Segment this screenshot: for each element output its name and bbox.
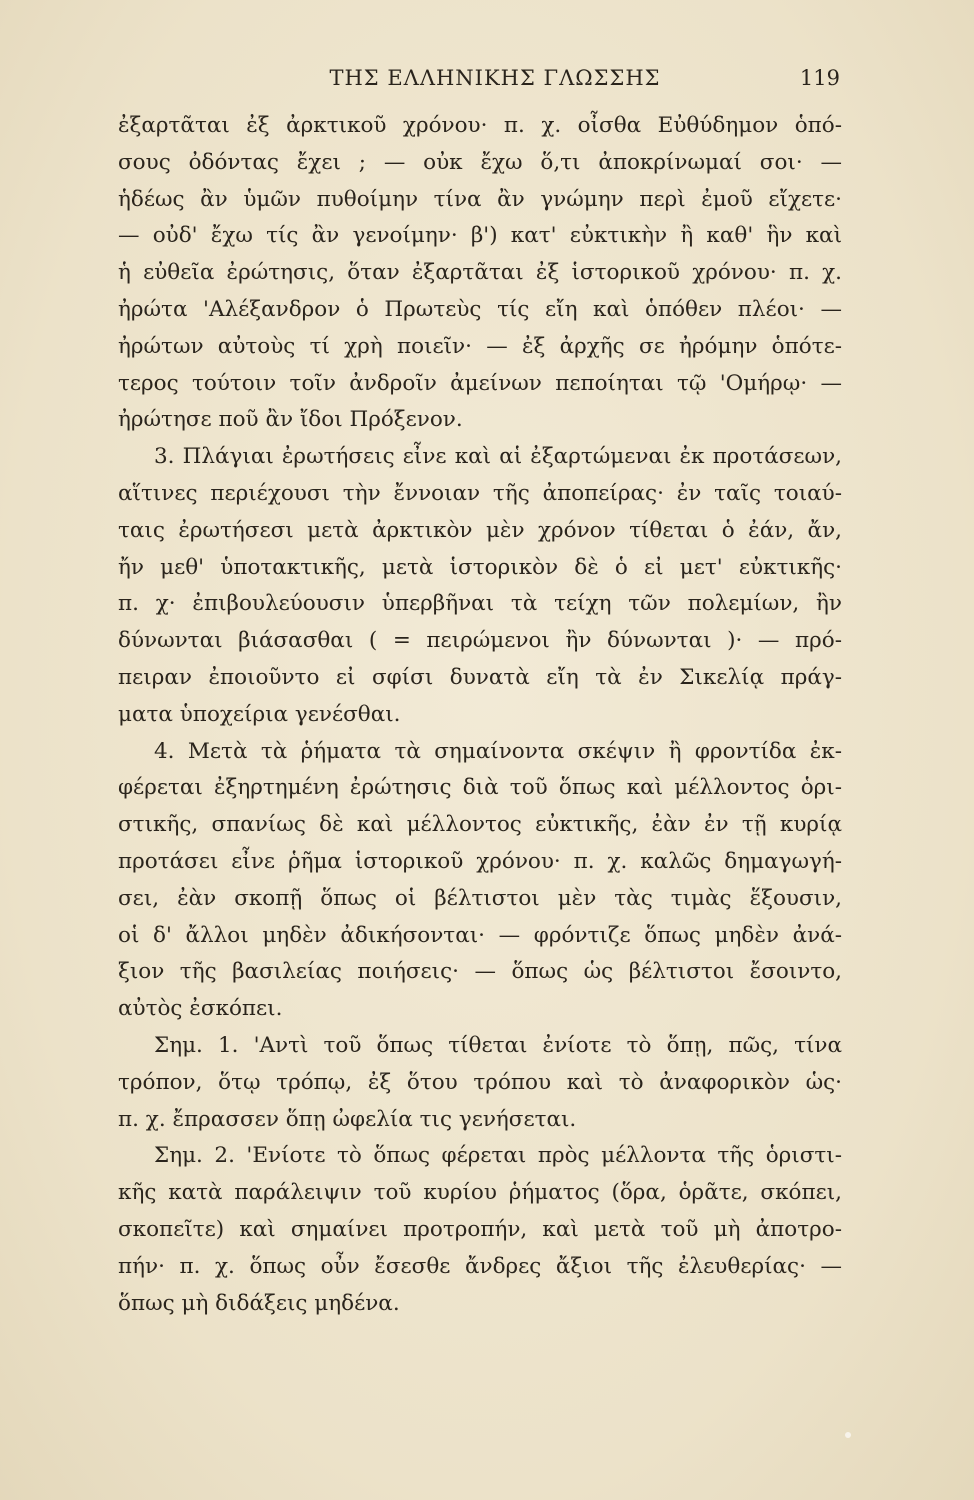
text-line: π. χ· ἐπιβουλεύουσιν ὑπερβῆναι τὰ τείχη τῶν πολεμίων, ἢν bbox=[118, 591, 842, 617]
text-line: ματα ὑποχείρια γενέσθαι. bbox=[118, 701, 401, 727]
text-line: σους ὀδόντας ἔχει ; — οὐκ ἔχω ὅ,τι ἀποκρίνωμαί σοι· — bbox=[118, 149, 842, 175]
text-line: ἠρώτησε ποῦ ἂν ἴδοι Πρόξενον. bbox=[118, 407, 463, 433]
text-line: ταις ἐρωτήσεσι μετὰ ἀρκτικὸν μὲν χρόνον τίθεται ὁ ἐάν, ἄν, bbox=[118, 517, 842, 543]
page-title: ΤΗΣ ΕΛΛΗΝΙΚΗΣ ΓΛΩΣΣΗΣ bbox=[329, 66, 661, 90]
text-line: τρόπον, ὅτῳ τρόπῳ, ἐξ ὅτου τρόπου καὶ τὸ ἀναφορικὸν ὡς· bbox=[118, 1069, 842, 1095]
text-line: ἡδέως ἂν ὑμῶν πυθοίμην τίνα ἂν γνώμην περὶ ἐμοῦ εἴχετε· bbox=[118, 186, 842, 212]
text-line: κῆς κατὰ παράλειψιν τοῦ κυρίου ῥήματος (ὅρα, ὁρᾶτε, σκόπει, bbox=[118, 1180, 842, 1206]
text-line: 4. Μετὰ τὰ ῥήματα τὰ σημαίνοντα σκέψιν ἢ φροντίδα ἐκ- bbox=[154, 738, 842, 764]
page-number: 119 bbox=[799, 66, 840, 90]
text-line: ἡ εὐθεῖα ἐρώτησις, ὅταν ἐξαρτᾶται ἐξ ἱστορικοῦ χρόνου· π. χ. bbox=[118, 260, 842, 286]
text-line: πειραν ἐποιοῦντο εἰ σφίσι δυνατὰ εἴη τὰ ἐν Σικελίᾳ πράγ- bbox=[118, 664, 842, 690]
text-line: ξιον τῆς βασιλείας ποιήσεις· — ὅπως ὡς βέλτιστοι ἔσοιντο, bbox=[118, 959, 842, 985]
text-line: προτάσει εἶνε ῥῆμα ἱστορικοῦ χρόνου· π. χ. καλῶς δημαγωγή- bbox=[118, 848, 842, 874]
text-line: φέρεται ἐξηρτημένη ἐρώτησις διὰ τοῦ ὅπως καὶ μέλλοντος ὁρι- bbox=[118, 775, 842, 801]
text-line: σκοπεῖτε) καὶ σημαίνει προτροπήν, καὶ μετὰ τοῦ μὴ ἀποτρο- bbox=[118, 1216, 842, 1242]
text-line: — οὐδ' ἔχω τίς ἂν γενοίμην· β') κατ' εὐκτικὴν ἢ καθ' ἣν καὶ bbox=[118, 223, 842, 249]
text-line: ὅπως μὴ διδάξεις μηδένα. bbox=[118, 1290, 400, 1316]
text-line: αὐτὸς ἐσκόπει. bbox=[118, 996, 283, 1022]
text-line: ἤν μεθ' ὑποτακτικῆς, μετὰ ἱστορικὸν δὲ ὁ εἰ μετ' εὐκτικῆς· bbox=[118, 554, 842, 580]
text-line: Σημ. 2. 'Ενίοτε τὸ ὅπως φέρεται πρὸς μέλλοντα τῆς ὁριστι- bbox=[154, 1143, 842, 1169]
text-line: Σημ. 1. 'Αντὶ τοῦ ὅπως τίθεται ἐνίοτε τὸ ὅπῃ, πῶς, τίνα bbox=[154, 1032, 842, 1058]
body-text bbox=[118, 108, 842, 1322]
text-line: τερος τούτοιν τοῖν ἀνδροῖν ἀμείνων πεποίηται τῷ 'Ομήρῳ· — bbox=[118, 370, 842, 396]
text-line: δύνωνται βιάσασθαι ( = πειρώμενοι ἢν δύνωνται )· — πρό- bbox=[118, 628, 842, 654]
text-line: ἐξαρτᾶται ἐξ ἀρκτικοῦ χρόνου· π. χ. οἶσθα Εὐθύδημον ὁπό- bbox=[118, 113, 842, 138]
text-line: π. χ. ἔπρασσεν ὅπῃ ὠφελία τις γενήσεται. bbox=[118, 1106, 577, 1132]
scan-speck bbox=[845, 1432, 851, 1438]
text-line: ἠρώτων αὐτοὺς τί χρὴ ποιεῖν· — ἐξ ἀρχῆς σε ἠρόμην ὁπότε- bbox=[118, 333, 842, 359]
text-line: αἵτινες περιέχουσι τὴν ἔννοιαν τῆς ἀποπείρας· ἐν ταῖς τοιαύ- bbox=[118, 480, 842, 506]
text-line: οἱ δ' ἄλλοι μηδὲν ἀδικήσονται· — φρόντιζε ὅπως μηδὲν ἀνά- bbox=[118, 922, 842, 948]
text-line: σει, ἐὰν σκοπῇ ὅπως οἱ βέλτιστοι μὲν τὰς τιμὰς ἕξουσιν, bbox=[118, 885, 842, 911]
text-line: στικῆς, σπανίως δὲ καὶ μέλλοντος εὐκτικῆς, ἐὰν ἐν τῇ κυρίᾳ bbox=[118, 812, 842, 838]
text-line: πήν· π. χ. ὅπως οὖν ἔσεσθε ἄνδρες ἄξιοι τῆς ἐλευθερίας· — bbox=[118, 1253, 842, 1279]
text-line: ἠρώτα 'Αλέξανδρον ὁ Πρωτεὺς τίς εἴη καὶ ὁπόθεν πλέοι· — bbox=[118, 296, 842, 322]
text-line: 3. Πλάγιαι ἐρωτήσεις εἶνε καὶ αἱ ἐξαρτώμεναι ἐκ προτάσεων, bbox=[154, 444, 842, 470]
running-header bbox=[120, 66, 840, 96]
